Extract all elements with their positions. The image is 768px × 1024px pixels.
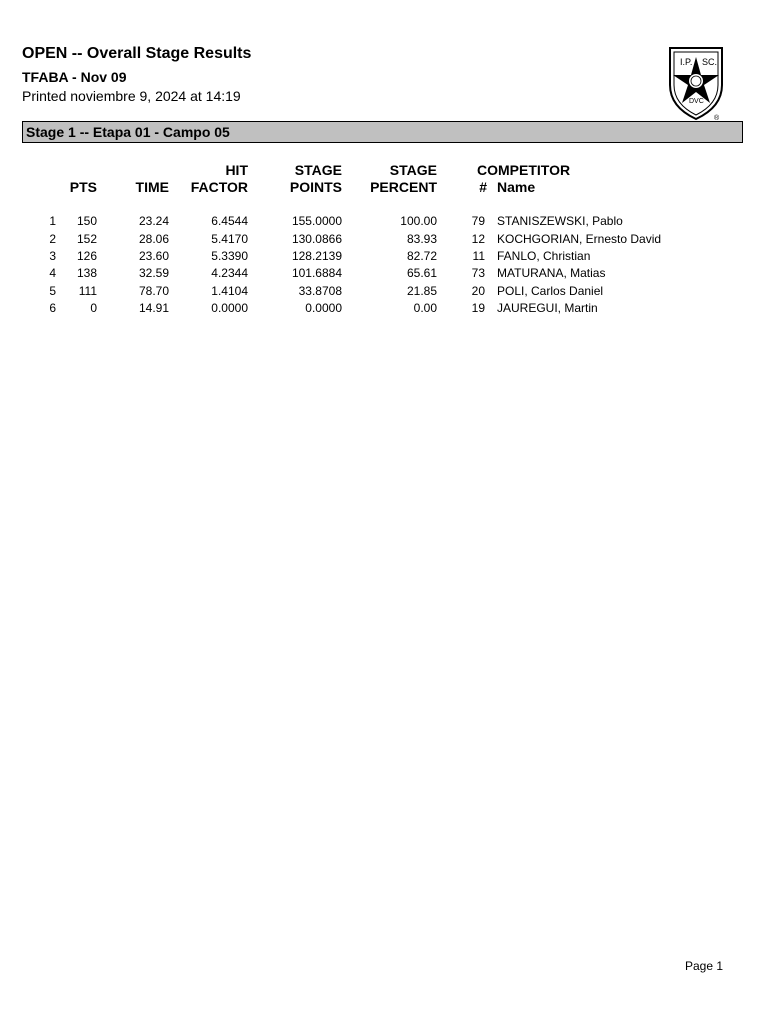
competitor-name-cell: STANISZEWSKI, Pablo [497,214,623,228]
match-subtitle: TFABA - Nov 09 [22,69,127,85]
table-row [0,265,768,282]
hit-factor-cell: 5.3390 [211,249,248,263]
competitor-name-cell: KOCHGORIAN, Ernesto David [497,232,662,246]
printed-date: Printed noviembre 9, 2024 at 14:19 [22,88,241,104]
place-cell: 4 [49,266,56,280]
stage-percent-cell: 82.72 [406,249,437,263]
stage-percent-cell: 21.85 [406,284,437,298]
stage-percent-cell: 100.00 [400,214,437,228]
competitor-number-cell: 79 [471,214,485,228]
competitor-name-cell: JAUREGUI, Martin [497,301,598,315]
stage-points-cell: 130.0866 [291,232,342,246]
stage-points-cell: 33.8708 [298,284,342,298]
competitor-number-cell: 73 [471,266,485,280]
header-pts: PTS [69,179,97,195]
time-cell: 28.06 [138,232,169,246]
competitor-number-cell: 19 [471,301,485,315]
header-time: TIME [135,179,169,195]
table-row [0,300,768,317]
table-row [0,248,768,265]
header-factor: FACTOR [190,179,248,195]
stage-points-cell: 0.0000 [305,301,342,315]
hit-factor-cell: 6.4544 [211,214,248,228]
place-cell: 6 [49,301,56,315]
header-number: # [479,179,487,195]
place-cell: 3 [49,249,56,263]
stage-points-cell: 155.0000 [291,214,342,228]
pts-cell: 152 [76,232,97,246]
time-cell: 32.59 [138,266,169,280]
report-title: OPEN -- Overall Stage Results [22,45,252,62]
stage-points-cell: 101.6884 [291,266,342,280]
stage-points-cell: 128.2139 [291,249,342,263]
competitor-name-cell: FANLO, Christian [497,249,591,263]
time-cell: 78.70 [138,284,169,298]
table-row [0,283,768,300]
table-row [0,213,768,230]
header-stage-percent-2: PERCENT [370,179,437,195]
stage-percent-cell: 83.93 [406,232,437,246]
header-hit: HIT [225,162,248,178]
hit-factor-cell: 0.0000 [211,301,248,315]
ipsc-logo [667,45,725,121]
time-cell: 23.60 [138,249,169,263]
competitor-name-cell: POLI, Carlos Daniel [497,284,604,298]
pts-cell: 150 [76,214,97,228]
hit-factor-cell: 5.4170 [211,232,248,246]
logo-registered: ® [714,115,720,121]
stage-percent-cell: 65.61 [406,266,437,280]
competitor-number-cell: 12 [471,232,485,246]
logo-text-left: I.P. [680,57,693,67]
stage-percent-cell: 0.00 [413,301,437,315]
pts-cell: 0 [90,301,97,315]
stage-title-bar: Stage 1 -- Etapa 01 - Campo 05 [22,121,743,143]
competitor-name-cell: MATURANA, Matias [497,266,606,280]
table-row [0,231,768,248]
place-cell: 1 [49,214,56,228]
page-number: Page 1 [685,959,724,973]
logo-text-right: SC. [702,57,718,67]
header-stage-points-2: POINTS [289,179,342,195]
pts-cell: 111 [78,284,97,298]
place-cell: 2 [49,232,56,246]
pts-cell: 138 [76,266,97,280]
header-competitor: COMPETITOR [477,162,571,178]
pts-cell: 126 [76,249,97,263]
competitor-number-cell: 11 [472,249,485,263]
logo-text-bottom: DVC [689,98,704,105]
header-stage-points-1: STAGE [294,162,342,178]
header-stage-percent-1: STAGE [389,162,437,178]
competitor-number-cell: 20 [471,284,485,298]
header-name: Name [497,179,536,195]
time-cell: 14.91 [138,301,169,315]
time-cell: 23.24 [138,214,169,228]
hit-factor-cell: 1.4104 [211,284,248,298]
hit-factor-cell: 4.2344 [211,266,248,280]
place-cell: 5 [49,284,56,298]
